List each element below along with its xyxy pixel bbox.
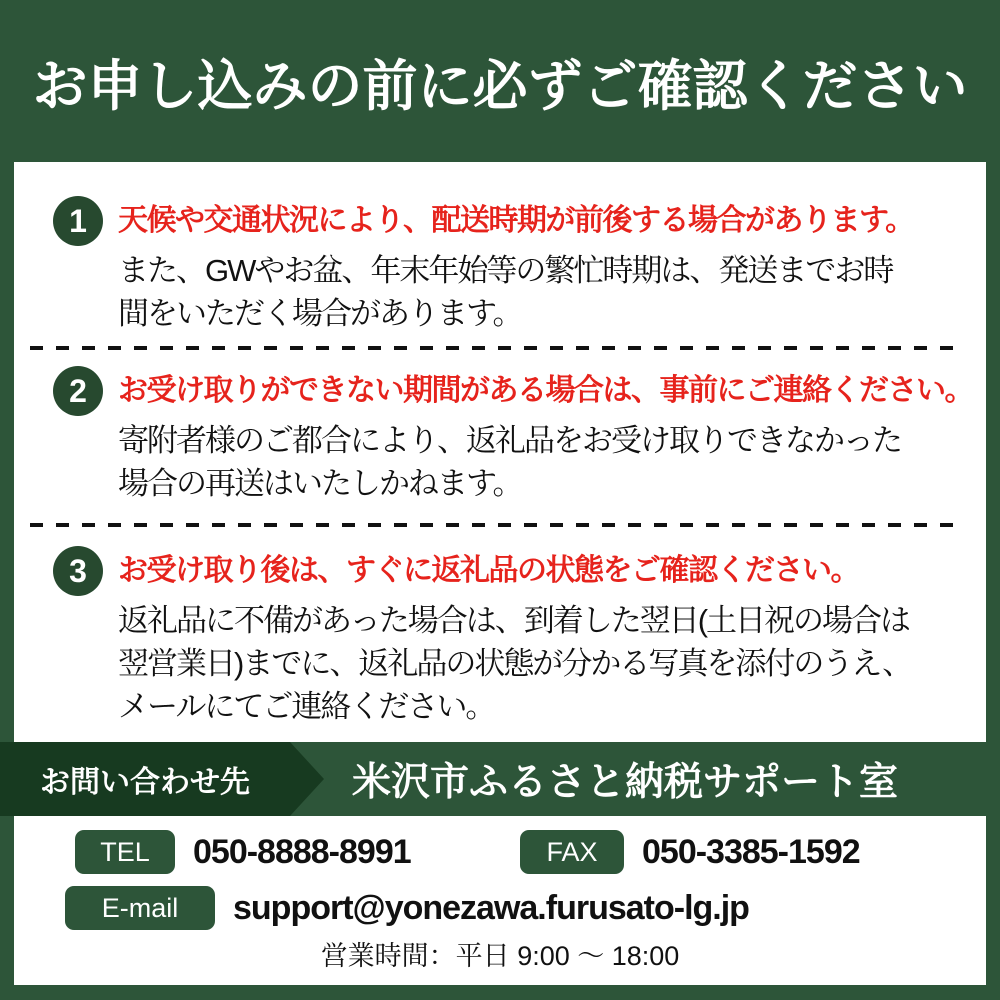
fax-number: 050-3385-1592 [642,832,860,871]
contact-label-text: お問い合わせ先 [40,766,250,799]
item-body: 返礼品に不備があった場合は、到着した翌日(土日祝の場合は翌営業日)までに、返礼品の状態が分かる写真を添付のうえ、メールにてご連絡ください。 [118,603,912,724]
contact-details-panel [14,816,986,985]
tel-row [75,830,411,874]
dashed-divider [30,523,956,527]
tel-badge: TEL [75,830,175,874]
contact-band [0,742,1000,816]
item-headline: 天候や交通状況により、配送時期が前後する場合があります。 [118,204,914,237]
fax-row [520,830,860,874]
business-hours: 営業時間：平日 9:00 ～ 18:00 [320,941,680,971]
title-band [0,0,1000,162]
notice-panel [14,162,986,742]
email-address: support@yonezawa.furusato-lg.jp [233,888,749,927]
item-headline: お受け取りができない期間がある場合は、事前にご連絡ください。 [118,374,973,407]
email-row [65,886,749,930]
item-headline: お受け取り後は、すぐに返礼品の状態をご確認ください。 [118,554,859,587]
notice-item-1 [14,196,986,335]
notice-item-2 [14,366,986,505]
contact-label-ribbon [0,742,290,816]
notice-item-3 [14,546,986,728]
item-number-badge: 2 [53,366,103,416]
item-body: また、GWやお盆、年末年始等の繁忙時期は、発送までお時間をいただく場合があります。 [118,253,893,331]
contact-office-name: 米沢市ふるさと納税サポート室 [351,761,898,804]
item-number-badge: 3 [53,546,103,596]
item-body: 寄附者様のご都合により、返礼品をお受け取りできなかった場合の再送はいたしかねます。 [118,423,901,501]
item-text-block [118,366,973,505]
item-number-badge: 1 [53,196,103,246]
item-text-block [118,196,948,335]
item-text-block [118,546,948,728]
tel-number: 050-8888-8991 [193,832,411,871]
page-title: お申し込みの前に必ずご確認ください [32,54,968,117]
email-badge: E-mail [65,886,215,930]
dashed-divider [30,346,956,350]
fax-badge: FAX [520,830,624,874]
